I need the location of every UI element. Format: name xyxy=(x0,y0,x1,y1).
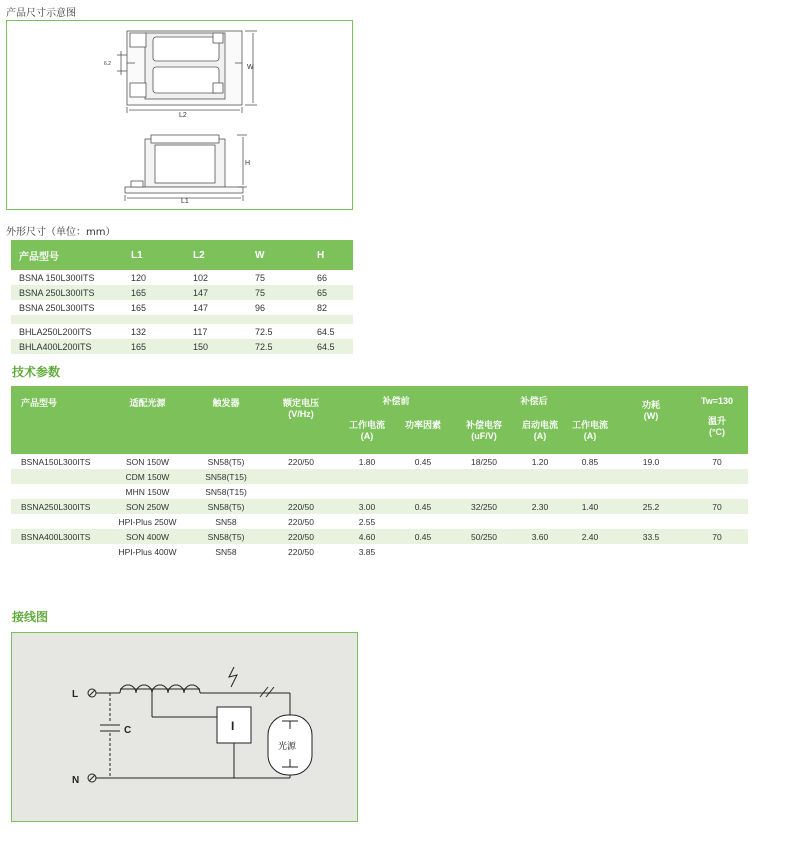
l2-label: L2 xyxy=(179,112,187,119)
table-cell: BSNA250L300ITS xyxy=(11,499,105,514)
table-cell: 220/50 xyxy=(262,499,340,514)
table-cell xyxy=(616,484,686,499)
table-cell xyxy=(262,484,340,499)
table-spacer xyxy=(11,315,353,324)
table-cell: BSNA150L300ITS xyxy=(21,456,91,467)
table-cell: 117 xyxy=(193,326,208,337)
table-row xyxy=(11,499,748,514)
small-dim-label: 6.2 xyxy=(104,61,111,67)
spec-header-tw: Tw=130 温升 (°C) xyxy=(686,386,748,454)
table-cell xyxy=(394,544,452,559)
table-cell: BSNA400L300ITS xyxy=(11,529,105,544)
table-cell: 102 xyxy=(193,272,209,283)
table-cell: 132 xyxy=(131,326,147,337)
table-cell: 150 xyxy=(185,339,247,354)
table-cell: 75 xyxy=(247,285,309,300)
spec-table xyxy=(11,386,748,559)
table-cell xyxy=(516,484,564,499)
table-cell: 3.85 xyxy=(358,546,376,557)
specs-section-title: 技术参数 xyxy=(12,365,61,379)
table-cell: 0.45 xyxy=(394,499,452,514)
spec-header-before: 补偿前 xyxy=(340,386,452,416)
table-cell: 64.5 xyxy=(317,326,335,337)
spec-body xyxy=(11,454,748,559)
table-cell xyxy=(452,544,516,559)
table-cell xyxy=(11,469,105,484)
spec-header-voltage: 额定电压 (V/Hz) xyxy=(262,386,340,454)
dims-header: W xyxy=(247,240,309,270)
wiring-diagram xyxy=(12,633,357,821)
table-cell: 4.60 xyxy=(340,529,394,544)
table-cell: 25.2 xyxy=(616,499,686,514)
table-cell xyxy=(394,484,452,499)
table-cell: 147 xyxy=(193,302,209,313)
table-cell: 72.5 xyxy=(247,339,309,354)
wiring-frame xyxy=(11,632,358,822)
drawing-frame xyxy=(6,20,353,210)
table-cell: 1.40 xyxy=(564,499,616,514)
dims-header: L1 xyxy=(123,240,185,270)
table-cell: SN58 xyxy=(215,546,237,557)
table-cell: 147 xyxy=(185,285,247,300)
spec-header-current-before: 工作电流 (A) xyxy=(340,416,394,454)
table-cell: 1.20 xyxy=(531,456,549,467)
table-cell: SN58 xyxy=(215,516,237,527)
table-cell: SN58(T15) xyxy=(205,486,247,497)
table-cell: 120 xyxy=(131,272,147,283)
table-cell: 70 xyxy=(686,499,748,514)
table-cell: 1.80 xyxy=(358,456,376,467)
table-cell xyxy=(11,514,105,529)
table-cell: 50/250 xyxy=(452,529,516,544)
table-cell: BSNA 150L300ITS xyxy=(19,272,95,283)
table-cell: 0.45 xyxy=(414,456,432,467)
table-cell: 32/250 xyxy=(452,499,516,514)
table-cell xyxy=(616,469,686,484)
dims-header: 产品型号 xyxy=(11,240,123,270)
table-cell: BSNA 250L300ITS xyxy=(19,302,95,313)
table-row xyxy=(11,529,748,544)
table-cell: 75 xyxy=(255,272,266,283)
table-cell: 220/50 xyxy=(262,529,340,544)
table-cell xyxy=(564,514,616,529)
table-cell xyxy=(516,544,564,559)
table-cell xyxy=(564,469,616,484)
table-cell xyxy=(340,484,394,499)
l1-label: L1 xyxy=(181,198,189,205)
ignitor-label: I xyxy=(231,719,235,733)
table-cell: 220/50 xyxy=(288,546,314,557)
table-cell: 82 xyxy=(317,302,328,313)
table-row xyxy=(11,454,748,469)
dims-header-row xyxy=(11,240,353,270)
table-cell: SON 150W xyxy=(126,456,169,467)
table-cell xyxy=(686,544,748,559)
table-cell: 3.00 xyxy=(340,499,394,514)
table-cell xyxy=(516,514,564,529)
lamp-label: 光源 xyxy=(278,742,297,752)
table-cell xyxy=(452,484,516,499)
spec-header-ignitor: 触发器 xyxy=(190,386,262,454)
table-cell: 19.0 xyxy=(642,456,660,467)
table-cell xyxy=(516,469,564,484)
table-cell: SN58(T5) xyxy=(207,456,245,467)
table-cell: 2.55 xyxy=(358,516,376,527)
table-row xyxy=(11,285,353,300)
table-cell: 165 xyxy=(131,302,147,313)
table-cell: 2.30 xyxy=(516,499,564,514)
table-cell xyxy=(616,514,686,529)
spec-header-cap: 补偿电容 (uF/V) xyxy=(452,416,516,454)
table-cell: 165 xyxy=(123,285,185,300)
table-cell xyxy=(394,514,452,529)
spec-header-model: 产品型号 xyxy=(11,386,105,454)
spec-header-row-1 xyxy=(11,386,748,416)
wiring-label-n: N xyxy=(72,775,80,786)
table-cell xyxy=(616,544,686,559)
table-cell xyxy=(340,469,394,484)
table-row xyxy=(11,469,748,484)
table-cell: 64.5 xyxy=(309,339,353,354)
w-label: W xyxy=(247,64,254,71)
table-cell: HPI-Plus 250W xyxy=(118,516,177,527)
table-row xyxy=(11,514,748,529)
table-row xyxy=(11,324,353,339)
table-cell: 2.40 xyxy=(564,529,616,544)
spec-header-power: 功耗 (W) xyxy=(616,386,686,454)
table-cell xyxy=(452,514,516,529)
table-cell: SON 400W xyxy=(105,529,190,544)
table-row xyxy=(11,339,353,354)
table-row xyxy=(11,300,353,315)
table-cell xyxy=(11,544,105,559)
wiring-section-title: 接线图 xyxy=(12,610,49,624)
table-cell: MHN 150W xyxy=(125,486,170,497)
spec-header-current-after: 工作电流 (A) xyxy=(564,416,616,454)
table-cell: 3.60 xyxy=(516,529,564,544)
table-cell: 72.5 xyxy=(255,326,273,337)
table-cell: 96 xyxy=(255,302,266,313)
table-row xyxy=(11,270,353,285)
table-cell: 65 xyxy=(309,285,353,300)
table-cell: 70 xyxy=(712,456,722,467)
dims-section-title: 外形尺寸（单位：mm） xyxy=(6,227,116,238)
wiring-label-l: L xyxy=(72,689,79,700)
table-cell: CDM 150W xyxy=(105,469,190,484)
table-cell: BHLA400L200ITS xyxy=(11,339,123,354)
table-cell xyxy=(11,484,105,499)
spec-header-start: 启动电流 (A) xyxy=(516,416,564,454)
table-cell xyxy=(686,514,748,529)
table-cell xyxy=(564,544,616,559)
table-cell xyxy=(686,469,748,484)
table-cell: SN58(T5) xyxy=(190,499,262,514)
table-cell xyxy=(394,469,452,484)
table-cell: 220/50 xyxy=(288,516,314,527)
table-cell: BHLA250L200ITS xyxy=(19,326,92,337)
table-cell: 33.5 xyxy=(616,529,686,544)
wiring-label-c: C xyxy=(124,725,132,736)
spec-header-source: 适配光源 xyxy=(105,386,190,454)
table-row xyxy=(11,544,748,559)
table-cell: SON 250W xyxy=(105,499,190,514)
table-cell: SN58(T15) xyxy=(190,469,262,484)
spec-header-after: 补偿后 xyxy=(452,386,616,416)
dims-table xyxy=(11,240,353,354)
h-label: H xyxy=(245,160,251,167)
table-cell: 66 xyxy=(317,272,328,283)
drawing-section-title: 产品尺寸示意图 xyxy=(6,8,76,19)
table-cell: 165 xyxy=(123,339,185,354)
dims-header: H xyxy=(309,240,353,270)
table-cell: 18/250 xyxy=(471,456,497,467)
table-cell: BSNA 250L300ITS xyxy=(11,285,123,300)
table-cell xyxy=(262,469,340,484)
dimension-drawing xyxy=(7,21,352,209)
spec-header-pf: 功率因素 xyxy=(394,416,452,454)
table-cell: 0.45 xyxy=(394,529,452,544)
table-cell xyxy=(564,484,616,499)
table-cell: SN58(T5) xyxy=(190,529,262,544)
table-row xyxy=(11,484,748,499)
table-cell xyxy=(452,469,516,484)
table-cell: 220/50 xyxy=(288,456,314,467)
table-cell: 0.85 xyxy=(581,456,599,467)
table-cell xyxy=(686,484,748,499)
table-cell: HPI-Plus 400W xyxy=(118,546,177,557)
table-cell: 70 xyxy=(686,529,748,544)
dims-header: L2 xyxy=(185,240,247,270)
